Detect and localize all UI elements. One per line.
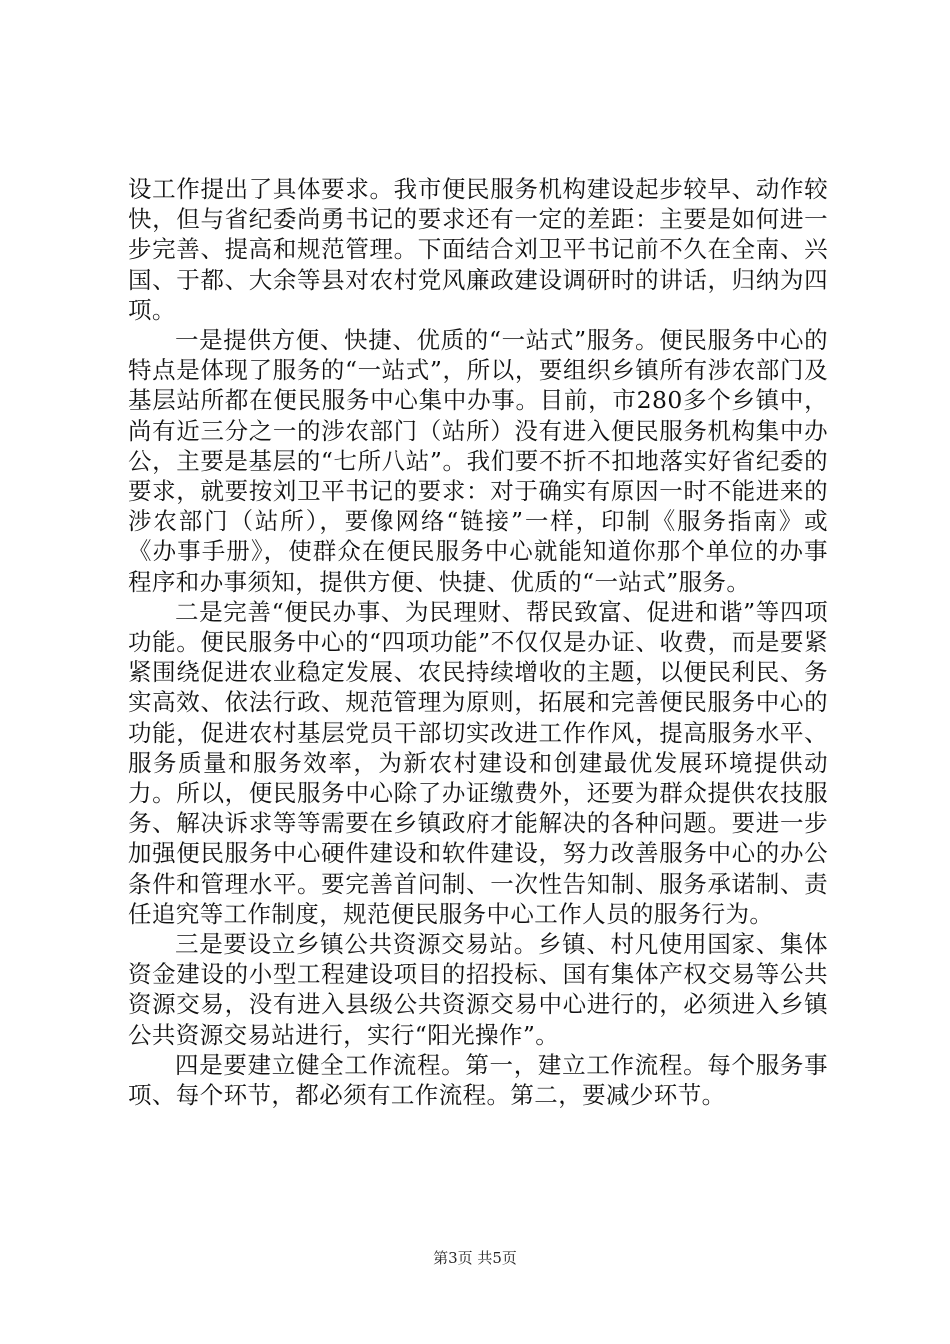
page-footer: 第3页 共5页 bbox=[433, 1249, 517, 1267]
paragraph-item-four: 四是要建立健全工作流程。第一，建立工作流程。每个服务事项、每个环节，都必须有工作流程。第二，要减少环节。 bbox=[128, 1050, 828, 1110]
paragraph-continuation: 设工作提出了具体要求。我市便民服务机构建设起步较早、动作较快，但与省纪委尚勇书记的要求还有一定的差距：主要是如何进一步完善、提高和规范管理。下面结合刘卫平书记前不久在全南、兴国、于都、大余等县对农村党风廉政建设调研时的讲话，归纳为四项。 bbox=[128, 175, 828, 324]
paragraph-item-two: 二是完善“便民办事、为民理财、帮民致富、促进和谐”等四项功能。便民服务中心的“四项功能”不仅仅是办证、收费，而是要紧紧围绕促进农业稳定发展、农民持续增收的主题，以便民利民、务实高效、依法行政、规范管理为原则，拓展和完善便民服务中心的功能，促进农村基层党员干部切实改进工作作风，提高服务水平、服务质量和服务效率，为新农村建设和创建最优发展环境提供动力。所以，便民服务中心除了办证缴费外，还要为群众提供农技服务、解决诉求等等需要在乡镇政府才能解决的各种问题。要进一步加强便民服务中心硬件建设和软件建设，努力改善服务中心的办公条件和管理水平。要完善首问制、一次性告知制、服务承诺制、责任追究等工作制度，规范便民服务中心工作人员的服务行为。 bbox=[128, 597, 828, 928]
paragraph-item-one: 一是提供方便、快捷、优质的“一站式”服务。便民服务中心的特点是体现了服务的“一站式”，所以，要组织乡镇所有涉农部门及基层站所都在便民服务中心集中办事。目前，市280多个乡镇中，尚有近三分之一的涉农部门（站所）没有进入便民服务机构集中办公，主要是基层的“七所八站”。我们要不折不扣地落实好省纪委的要求，就要按刘卫平书记的要求：对于确实有原因一时不能进来的涉农部门（站所），要像网络“链接”一样，印制《服务指南》或《办事手册》，使群众在便民服务中心就能知道你那个单位的办事程序和办事须知，提供方便、快捷、优质的“一站式”服务。 bbox=[128, 326, 828, 596]
paragraph-item-three: 三是要设立乡镇公共资源交易站。乡镇、村凡使用国家、集体资金建设的小型工程建设项目的招投标、国有集体产权交易等公共资源交易，没有进入县级公共资源交易中心进行的，必须进入乡镇公共资源交易站进行，实行“阳光操作”。 bbox=[128, 930, 828, 1049]
body-text bbox=[128, 174, 828, 1110]
